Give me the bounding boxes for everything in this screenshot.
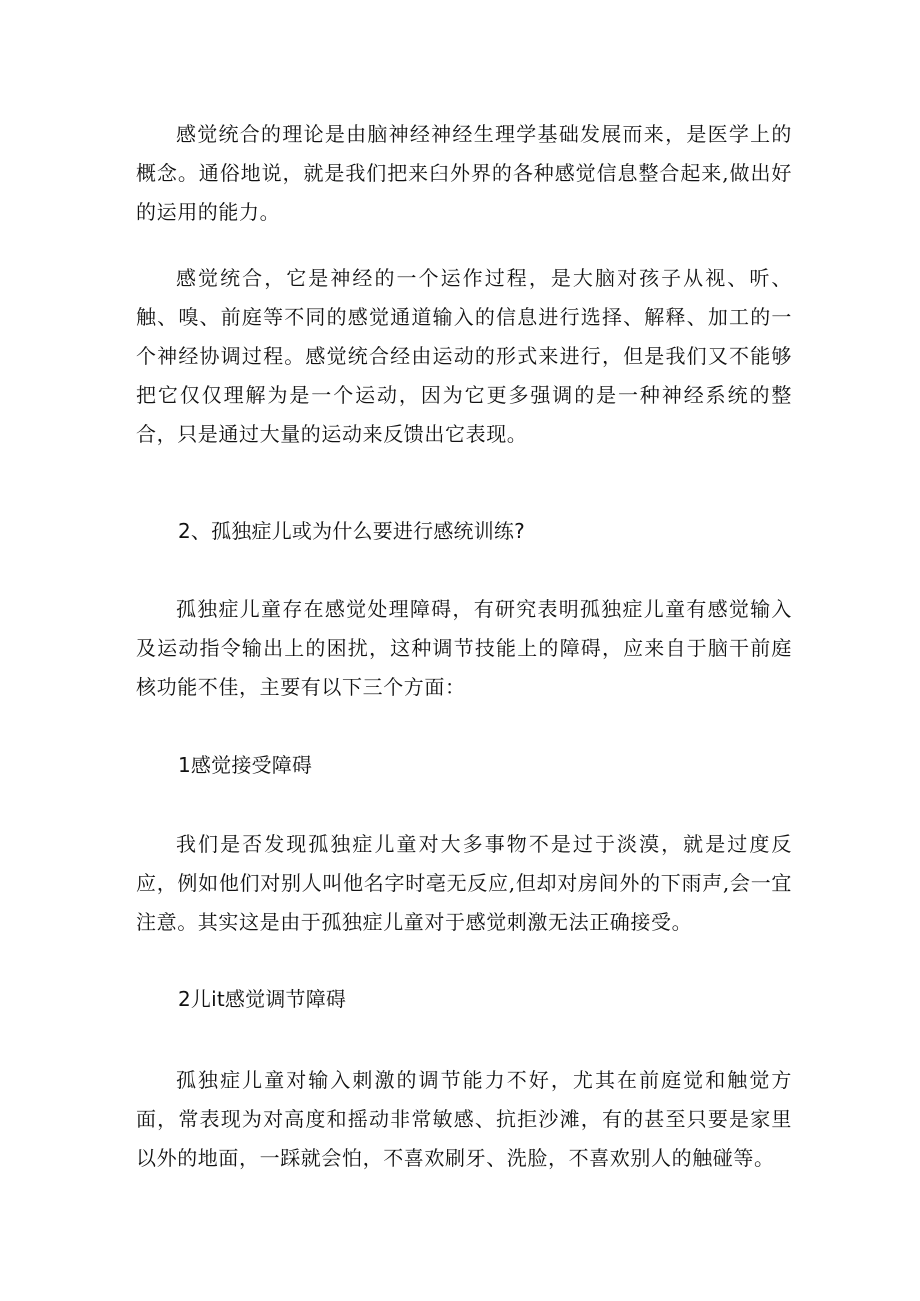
paragraph-sensory-integration-theory: 感觉统合的理论是由脑神经神经生理学基础发展而来，是医学上的概念。通俗地说，就是我们把来臼外界的各种感觉信息整合起来,做出好的运用的能力。 — [136, 122, 792, 224]
paragraph-sensory-reception: 我们是否发现孤独症儿童对大多事物不是过于淡漠，就是过度反应，例如他们对别人叫他名字时亳无反应,但却对房间外的下雨声,会一宜注意。其实这是由于孤独症儿童对于感觉刺激无法正确接受。 — [136, 832, 792, 934]
paragraph-sensory-integration-process: 感觉统合，它是神经的一个运作过程，是大脑对孩子从视、听、触、嗅、前庭等不同的感觉通道输入的信息进行选择、解释、加工的一个神经协调过程。感觉统合经由运动的形式来进行，但是我们又不能够把它仅仅理解为是一个运动，因为它更多强调的是一种神经系统的整合，只是通过大量的运动来反馈出它表现。 — [136, 266, 792, 446]
section-heading-why-training: 2、孤独症儿或为什么要进行感统训练? — [178, 519, 525, 543]
subheading-sensory-reception: 1感觉接受障碍 — [178, 753, 313, 777]
paragraph-sensory-processing-disorder: 孤独症儿童存在感觉处理障碍，有研究表明孤独症儿童有感觉输入及运动指令输出上的困扰，这种调节技能上的障碍，应来自于脑干前庭核功能不佳，主要有以下三个方面： — [136, 597, 792, 699]
subheading-sensory-modulation: 2儿it感觉调节障碍 — [178, 987, 347, 1011]
paragraph-sensory-modulation: 孤独症儿童对输入刺激的调节能力不好，尤其在前庭觉和触觉方面，常表现为对高度和摇动非常敏感、抗拒沙滩，有的甚至只要是家里以外的地面，一踩就会怕，不喜欢刷牙、洗脸，不喜欢别人的触碰等。 — [136, 1068, 792, 1170]
